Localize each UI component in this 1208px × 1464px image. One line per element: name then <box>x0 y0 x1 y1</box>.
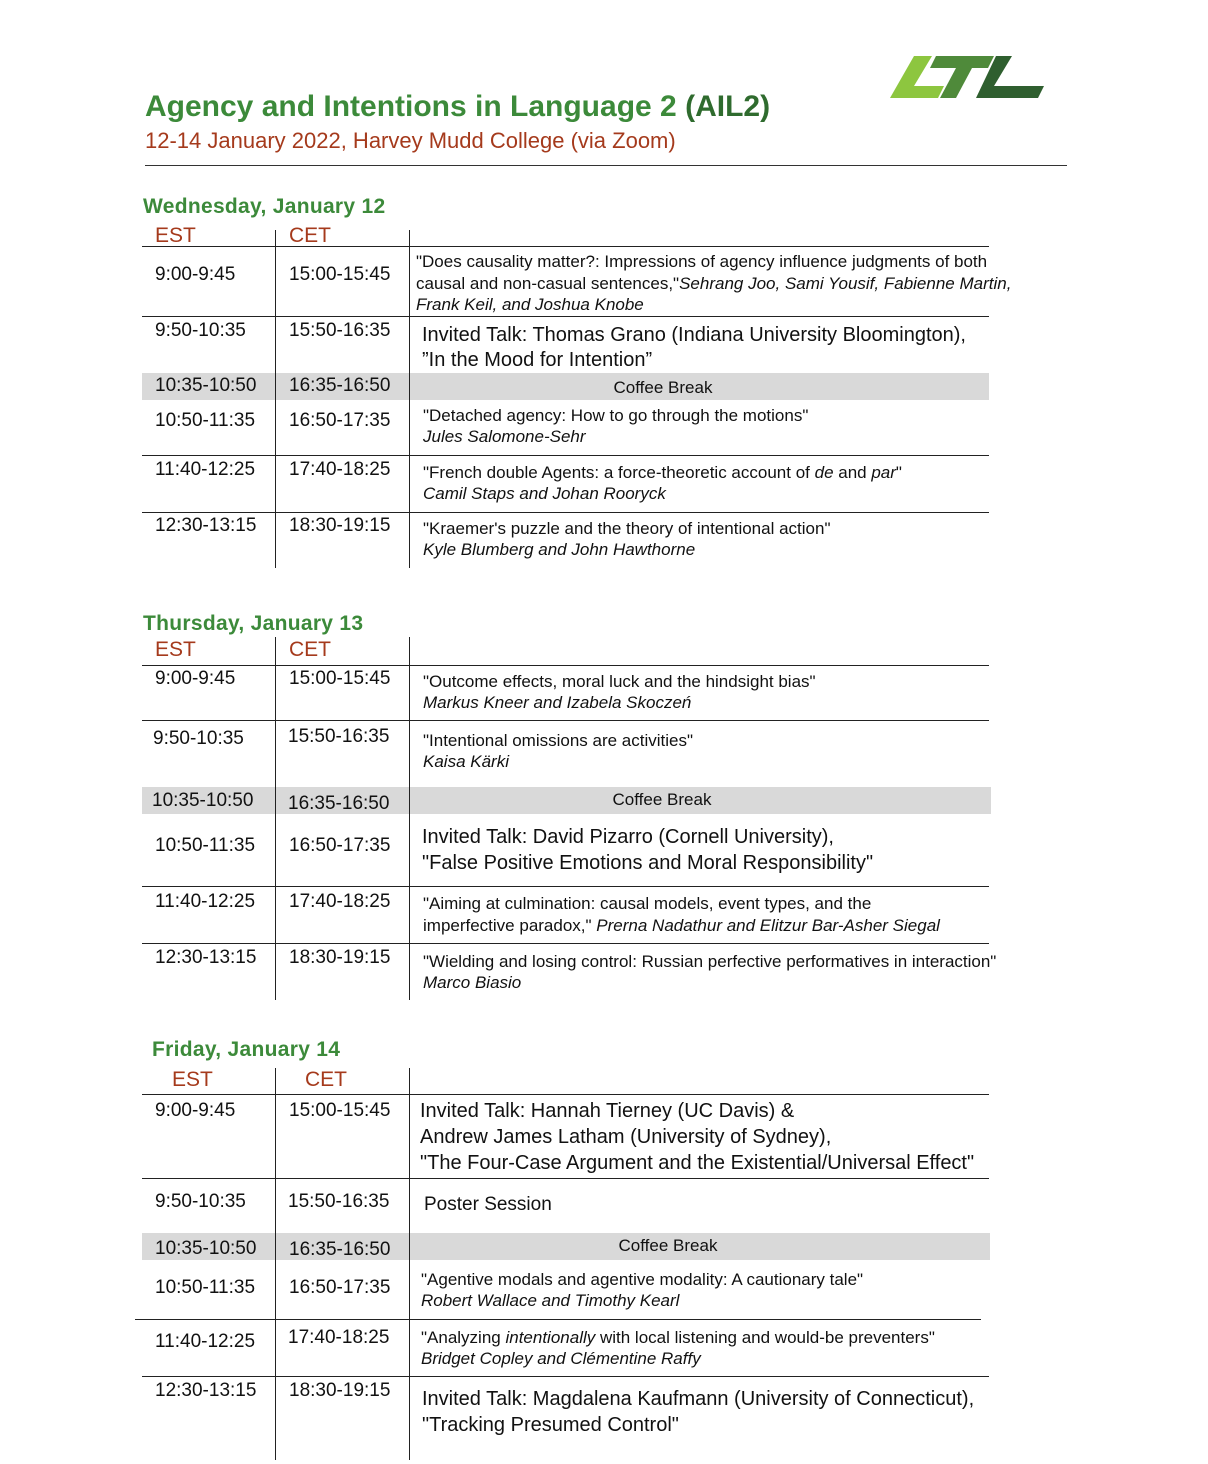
session-title: "Wielding and losing control: Russian perfective performatives in interaction" <box>423 952 997 971</box>
session-title: "French double Agents: a force-theoretic account of de and par" <box>423 463 902 482</box>
est-column-header: EST <box>155 224 196 247</box>
session-est-time: 11:40-12:25 <box>155 891 256 912</box>
session-est-time: 10:35-10:50 <box>155 1238 257 1259</box>
session-est-time: 11:40-12:25 <box>155 1331 256 1352</box>
column-divider <box>409 637 410 1000</box>
session-est-time: 9:00-9:45 <box>155 1100 236 1121</box>
session-est-time: 12:30-13:15 <box>155 1380 257 1401</box>
session-authors: Frank Keil, and Joshua Knobe <box>416 295 644 314</box>
row-divider <box>142 943 989 944</box>
page-title: Agency and Intentions in Language 2 (AIL2) <box>145 90 771 123</box>
session-est-time: 9:00-9:45 <box>155 668 236 689</box>
invited-talk-speaker: Invited Talk: David Pizarro (Cornell University), <box>422 826 834 848</box>
session-authors: Camil Staps and Johan Rooryck <box>423 484 666 503</box>
session-est-time: 10:50-11:35 <box>155 835 256 856</box>
session-est-time: 10:50-11:35 <box>155 1277 256 1298</box>
session-cet-time: 18:30-19:15 <box>289 947 391 968</box>
session-title: "Kraemer's puzzle and the theory of intentional action" <box>423 519 831 538</box>
session-title-continued: causal and non-casual sentences,"Sehrang Joo, Sami Yousif, Fabienne Martin, <box>416 274 1012 293</box>
session-cet-time: 15:50-16:35 <box>289 320 391 341</box>
session-est-time: 10:35-10:50 <box>155 375 257 396</box>
est-column-header: EST <box>172 1068 213 1091</box>
session-title: "Detached agency: How to go through the motions" <box>423 406 809 425</box>
session-est-time: 10:50-11:35 <box>155 410 256 431</box>
column-divider <box>409 1068 410 1460</box>
day-heading-wednesday: Wednesday, January 12 <box>143 195 386 218</box>
column-divider <box>275 1068 276 1460</box>
column-divider <box>275 637 276 1000</box>
coffee-break-label: Coffee Break <box>618 1236 718 1255</box>
session-cet-time: 15:00-15:45 <box>289 1100 391 1121</box>
row-divider <box>142 316 989 317</box>
session-cet-time: 15:50-16:35 <box>288 726 390 747</box>
session-est-time: 11:40-12:25 <box>155 459 256 480</box>
session-authors: Robert Wallace and Timothy Kearl <box>421 1291 680 1310</box>
session-authors: Bridget Copley and Clémentine Raffy <box>421 1349 701 1368</box>
row-divider <box>142 246 989 247</box>
row-divider <box>142 665 989 666</box>
invited-talk-speaker: Andrew James Latham (University of Sydney), <box>420 1126 832 1148</box>
session-title-continued: imperfective paradox," Prerna Nadathur and Elitzur Bar-Asher Siegal <box>423 916 940 935</box>
session-cet-time: 16:35-16:50 <box>288 793 390 814</box>
invited-talk-speaker: Invited Talk: Hannah Tierney (UC Davis) & <box>420 1100 795 1122</box>
session-authors: Sehrang Joo, Sami Yousif, Fabienne Martin, <box>679 274 1012 293</box>
session-cet-time: 16:35-16:50 <box>289 375 391 396</box>
page-subtitle: 12-14 January 2022, Harvey Mudd College (via Zoom) <box>145 128 676 153</box>
cet-column-header: CET <box>289 224 331 247</box>
row-divider <box>142 512 989 513</box>
invited-talk-speaker: Invited Talk: Thomas Grano (Indiana University Bloomington), <box>422 324 966 346</box>
row-divider <box>142 1178 989 1179</box>
day-heading-thursday: Thursday, January 13 <box>143 612 364 635</box>
session-authors: Prerna Nadathur and Elitzur Bar-Asher Siegal <box>596 916 940 935</box>
est-column-header: EST <box>155 638 196 661</box>
session-authors: Marco Biasio <box>423 973 522 992</box>
session-cet-time: 17:40-18:25 <box>289 891 391 912</box>
column-divider <box>275 230 276 568</box>
session-authors: Jules Salomone-Sehr <box>423 427 586 446</box>
invited-talk-speaker: Invited Talk: Magdalena Kaufmann (University of Connecticut), <box>422 1388 975 1410</box>
session-cet-time: 16:50-17:35 <box>289 410 391 431</box>
session-cet-time: 15:50-16:35 <box>288 1191 390 1212</box>
session-cet-time: 17:40-18:25 <box>289 459 391 480</box>
invited-talk-title: "The Four-Case Argument and the Existential/Universal Effect" <box>420 1152 975 1174</box>
session-est-time: 10:35-10:50 <box>152 790 254 811</box>
atl-logo-icon <box>888 50 1048 102</box>
cet-column-header: CET <box>305 1068 347 1091</box>
row-divider <box>135 1319 981 1320</box>
session-title: "Outcome effects, moral luck and the hindsight bias" <box>423 672 816 691</box>
session-cet-time: 15:00-15:45 <box>289 668 391 689</box>
session-authors: Kyle Blumberg and John Hawthorne <box>423 540 696 559</box>
session-cet-time: 16:50-17:35 <box>289 835 391 856</box>
session-title: "Intentional omissions are activities" <box>423 731 694 750</box>
cet-column-header: CET <box>289 638 331 661</box>
session-est-time: 9:50-10:35 <box>155 320 246 341</box>
poster-session-label: Poster Session <box>424 1194 552 1215</box>
session-cet-time: 17:40-18:25 <box>288 1327 390 1348</box>
invited-talk-title: ”In the Mood for Intention” <box>422 349 653 371</box>
invited-talk-title: "Tracking Presumed Control" <box>422 1414 679 1436</box>
header-divider <box>145 165 1067 166</box>
coffee-break-label: Coffee Break <box>612 790 712 809</box>
row-divider <box>142 720 989 721</box>
session-est-time: 9:50-10:35 <box>155 1191 246 1212</box>
row-divider <box>142 455 989 456</box>
session-cet-time: 18:30-19:15 <box>289 515 391 536</box>
session-authors: Kaisa Kärki <box>423 752 509 771</box>
session-est-time: 12:30-13:15 <box>155 947 257 968</box>
session-est-time: 9:00-9:45 <box>155 264 236 285</box>
coffee-break-label: Coffee Break <box>613 378 713 397</box>
day-heading-friday: Friday, January 14 <box>152 1038 341 1061</box>
session-cet-time: 16:35-16:50 <box>289 1239 391 1260</box>
row-divider <box>142 1094 989 1095</box>
session-authors: Markus Kneer and Izabela Skoczeń <box>423 693 692 712</box>
session-title: "Agentive modals and agentive modality: A cautionary tale" <box>421 1270 864 1289</box>
session-cet-time: 16:50-17:35 <box>289 1277 391 1298</box>
session-est-time: 12:30-13:15 <box>155 515 257 536</box>
session-cet-time: 18:30-19:15 <box>289 1380 391 1401</box>
row-divider <box>142 886 989 887</box>
session-title: "Does causality matter?: Impressions of agency influence judgments of both <box>416 252 988 271</box>
session-est-time: 9:50-10:35 <box>153 728 244 749</box>
session-cet-time: 15:00-15:45 <box>289 264 391 285</box>
session-title: "Aiming at culmination: causal models, event types, and the <box>423 894 872 913</box>
invited-talk-title: "False Positive Emotions and Moral Responsibility" <box>422 852 874 874</box>
column-divider <box>409 230 410 568</box>
session-title: "Analyzing intentionally with local listening and would-be preventers" <box>421 1328 935 1347</box>
row-divider <box>142 1376 989 1377</box>
